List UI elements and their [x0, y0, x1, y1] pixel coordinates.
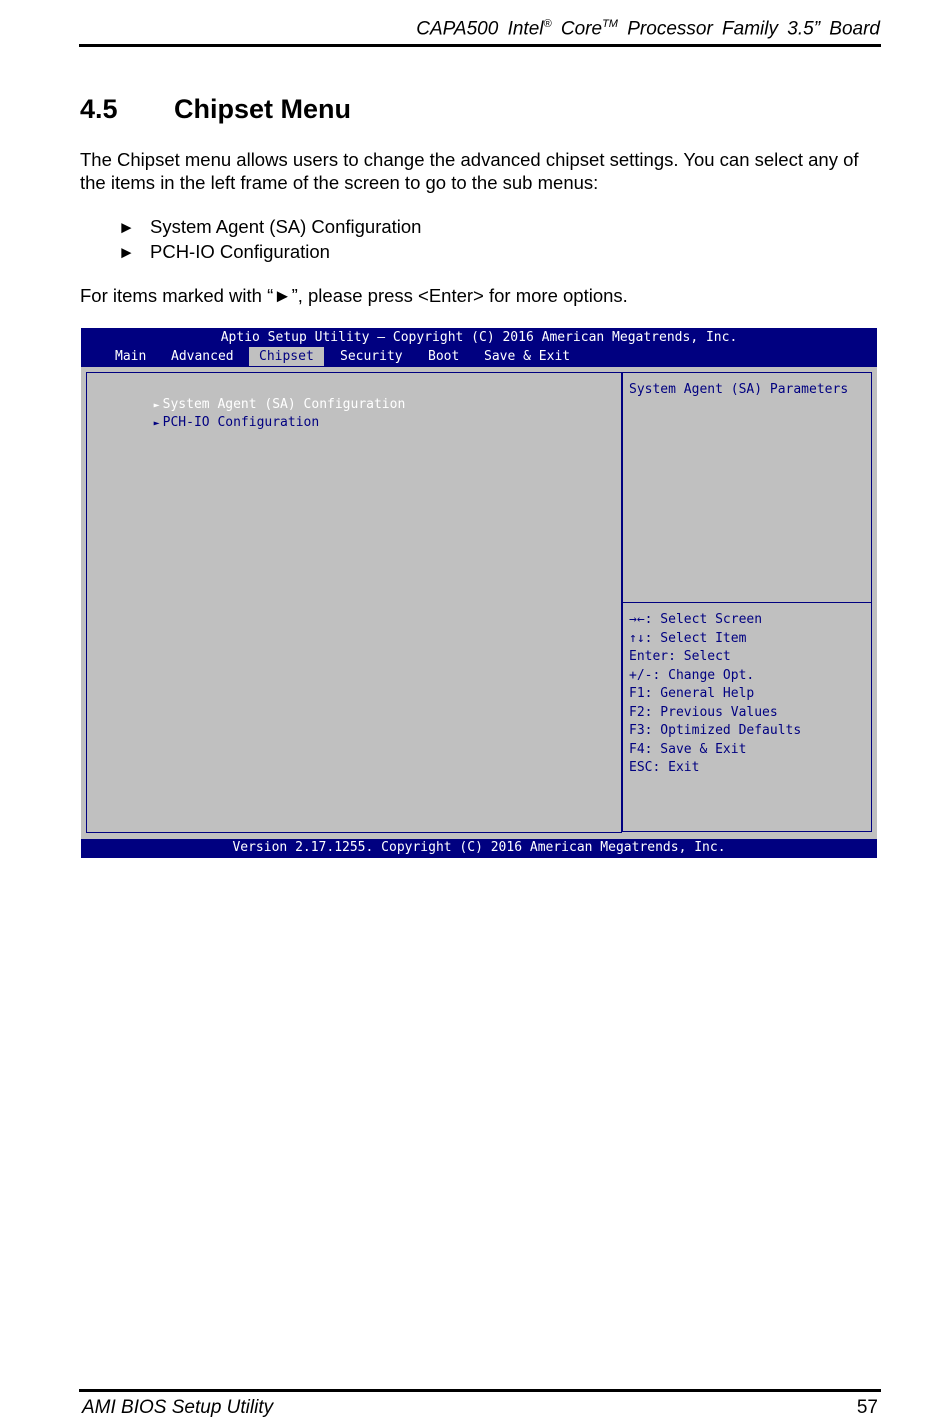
- intro-paragraph: The Chipset menu allows users to change the advanced chipset settings. You can select any of the items in the left frame of the screen to go to the sub menus:: [80, 149, 859, 193]
- header-product: CAPA500: [416, 18, 499, 40]
- key-previous-values: F2: Previous Values: [629, 704, 778, 720]
- bios-tab-bar: [81, 347, 877, 367]
- bios-title-bar: Aptio Setup Utility – Copyright (C) 2016 American Megatrends, Inc.: [220, 330, 738, 345]
- tab-chipset[interactable]: Chipset: [249, 347, 324, 366]
- triangle-right-icon: ►: [118, 243, 135, 262]
- section-number: 4.5: [80, 94, 118, 124]
- header-rule: [79, 44, 881, 47]
- key-select-screen: →←: Select Screen: [629, 612, 763, 627]
- triangle-right-icon: ►: [153, 400, 160, 411]
- key-select-item: ↑↓: Select Item: [629, 630, 747, 646]
- menu-item-pch-io[interactable]: [91, 400, 319, 445]
- bullet-item: [118, 215, 421, 240]
- tab-boot[interactable]: Boot: [428, 349, 460, 364]
- key-esc-exit: ESC: Exit: [629, 760, 700, 775]
- triangle-right-icon: ►: [118, 218, 135, 237]
- page-header: [80, 18, 880, 40]
- bullet-item: [118, 240, 421, 265]
- trademark-mark: TM: [602, 18, 618, 30]
- key-enter-select: Enter: Select: [629, 649, 731, 664]
- key-change-opt: +/-: Change Opt.: [629, 667, 755, 683]
- key-legend: [629, 611, 801, 778]
- note-paragraph: For items marked with “►”, please press <Enter> for more options.: [80, 285, 628, 306]
- registered-mark: ®: [543, 18, 552, 30]
- submenu-bullet-list: [118, 215, 421, 265]
- tab-main[interactable]: Main: [115, 349, 147, 364]
- section-heading: [80, 94, 351, 125]
- footer-rule: [79, 1389, 881, 1392]
- bullet-text: PCH-IO Configuration: [150, 241, 330, 262]
- key-optimized-defaults: F3: Optimized Defaults: [629, 723, 802, 738]
- menu-item-label: PCH-IO Configuration: [162, 415, 320, 430]
- menu-item-label: System Agent (SA) Configuration: [162, 397, 406, 412]
- help-pane: [622, 372, 872, 603]
- tab-advanced[interactable]: Advanced: [171, 349, 234, 364]
- section-title: Chipset Menu: [174, 94, 352, 124]
- bullet-text: System Agent (SA) Configuration: [150, 216, 422, 237]
- bios-screenshot: [81, 328, 877, 858]
- footer-title: AMI BIOS Setup Utility: [82, 1397, 274, 1418]
- tab-save-exit[interactable]: Save & Exit: [484, 349, 571, 364]
- triangle-right-icon: ►: [153, 418, 160, 429]
- bios-version-bar: Version 2.17.1255. Copyright (C) 2016 American Megatrends, Inc.: [232, 840, 726, 855]
- key-save-exit: F4: Save & Exit: [629, 741, 747, 757]
- menu-pane: [86, 372, 622, 833]
- key-general-help: F1: General Help: [629, 686, 755, 701]
- header-brand: Intel: [507, 18, 544, 40]
- help-text: System Agent (SA) Parameters: [629, 382, 849, 397]
- header-rest: Processor Family 3.5” Board: [627, 18, 880, 40]
- bios-body: [81, 367, 877, 839]
- page-number: 57: [856, 1397, 878, 1418]
- key-legend-pane: [622, 602, 872, 832]
- tab-security[interactable]: Security: [340, 349, 403, 364]
- header-core: Core: [560, 18, 603, 40]
